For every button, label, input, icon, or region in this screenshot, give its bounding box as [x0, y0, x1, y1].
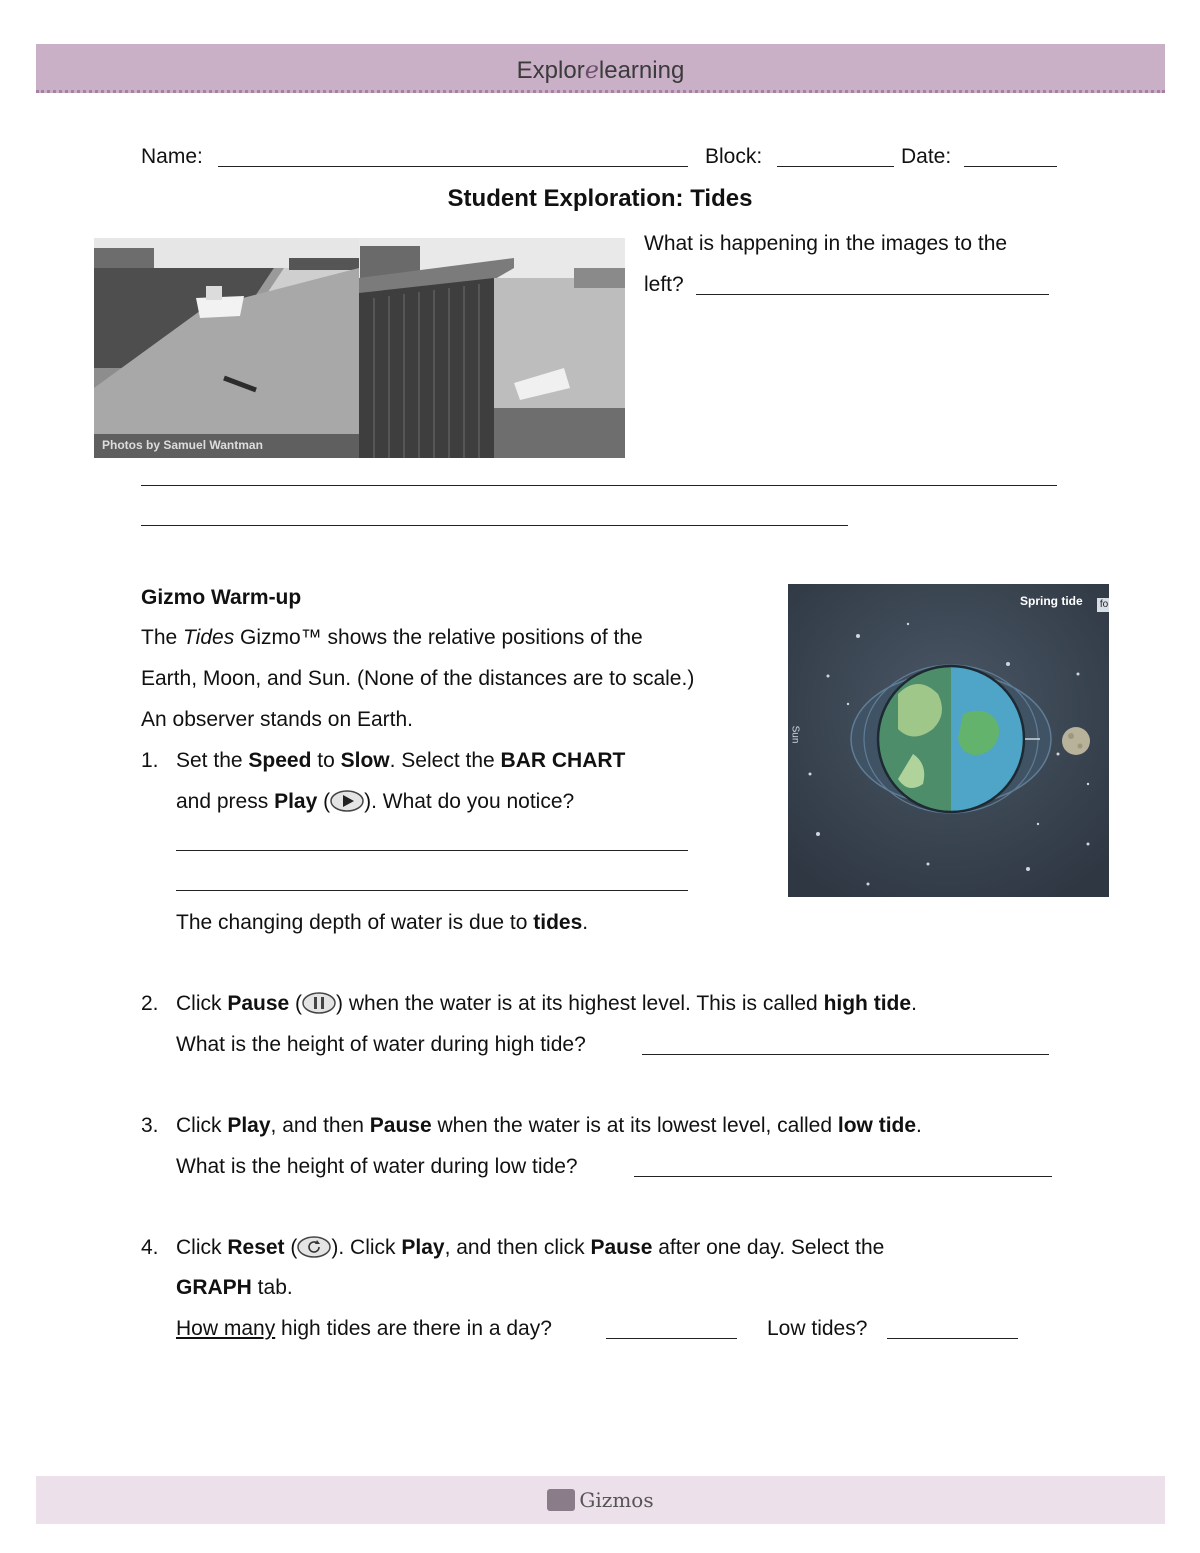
- sun-label: Sun: [789, 725, 801, 744]
- warmup-heading: Gizmo Warm-up: [141, 586, 302, 609]
- q3-line2: What is the height of water during low tide?: [176, 1155, 578, 1178]
- q2-line1: Click Pause ( ) when the water is at its highest level. This is called high tide.: [176, 992, 917, 1015]
- harbor-photos: [94, 238, 625, 458]
- page-title: Student Exploration: Tides: [447, 185, 753, 212]
- intro-question-line1: What is happening in the images to the: [644, 232, 1008, 255]
- q2-number: 2.: [141, 992, 159, 1015]
- q1-note: The changing depth of water is due to tides.: [176, 911, 589, 934]
- q2-line2: What is the height of water during high tide?: [176, 1033, 586, 1056]
- gizmos-logo-icon: [547, 1489, 575, 1511]
- spring-tide-label: Spring tide: [1020, 594, 1083, 608]
- q4-high-tides-field[interactable]: [606, 1338, 737, 1339]
- q1-answer-line2[interactable]: [176, 890, 688, 891]
- q3-answer-field[interactable]: [634, 1176, 1052, 1177]
- tides-gizmo-image: [788, 584, 1109, 897]
- reset-icon: [297, 1236, 331, 1258]
- earth-moon-diagram: [788, 584, 1109, 897]
- intro-answer-line2[interactable]: [141, 485, 1057, 486]
- pause-icon: [302, 992, 336, 1014]
- explorelearning-logo: Explorelearning: [516, 56, 685, 84]
- q3-line1: Click Play, and then Pause when the water is at its lowest level, called low tide.: [176, 1114, 922, 1137]
- name-field[interactable]: [218, 166, 688, 167]
- name-label: Name:: [141, 145, 203, 168]
- footer-bar: [36, 1476, 1165, 1524]
- harbor-photos-image: [94, 238, 625, 458]
- corner-button-icon: fo: [1097, 598, 1109, 612]
- intro-answer-field[interactable]: [696, 294, 1049, 295]
- q4-line1: Click Reset ( ). Click Play, and then click Pause after one day. Select the: [176, 1236, 885, 1259]
- date-label: Date:: [901, 145, 952, 168]
- q1-line1: Set the Speed to Slow. Select the BAR CHART: [176, 749, 626, 772]
- q4-line2: GRAPH tab.: [176, 1276, 293, 1299]
- warmup-paragraph-line1: The Tides Gizmo™ shows the relative positions of the: [141, 626, 643, 649]
- date-field[interactable]: [964, 166, 1057, 167]
- q4-low-tides-field[interactable]: [887, 1338, 1018, 1339]
- block-label: Block:: [705, 145, 763, 168]
- q1-answer-line1[interactable]: [176, 850, 688, 851]
- q4-line3: How many high tides are there in a day?: [176, 1317, 552, 1340]
- intro-question-line2: left?: [644, 273, 684, 296]
- warmup-paragraph-line2: Earth, Moon, and Sun. (None of the distances are to scale.): [141, 667, 695, 690]
- q1-number: 1.: [141, 749, 159, 772]
- intro-answer-line3[interactable]: [141, 525, 848, 526]
- q3-number: 3.: [141, 1114, 159, 1137]
- q1-line2: and press Play ( ). What do you notice?: [176, 790, 575, 813]
- photo-credit: Photos by Samuel Wantman: [102, 438, 263, 452]
- warmup-paragraph-line3: An observer stands on Earth.: [141, 708, 413, 731]
- gizmos-logo: Gizmos: [36, 1488, 1165, 1512]
- header-bar: [36, 44, 1165, 93]
- q4-number: 4.: [141, 1236, 159, 1259]
- q2-answer-field[interactable]: [642, 1054, 1049, 1055]
- play-icon: [330, 790, 364, 812]
- q4-low-tides-label: Low tides?: [767, 1317, 868, 1340]
- block-field[interactable]: [777, 166, 894, 167]
